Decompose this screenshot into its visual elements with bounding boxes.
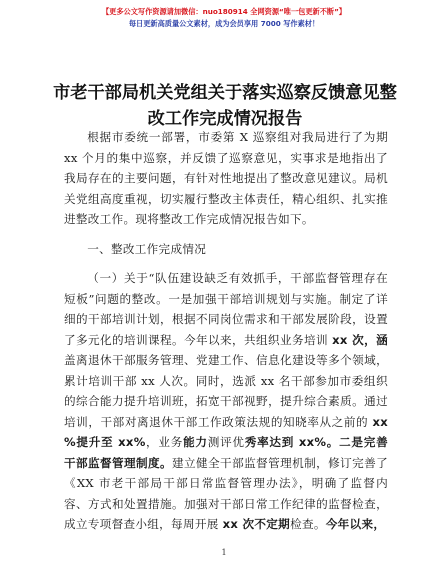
document-body xyxy=(64,127,388,535)
document-title: 市老干部局机关党组关于落实巡察反馈意见整 改工作完成情况报告 xyxy=(53,83,397,129)
text-run: ，业务 xyxy=(145,435,184,449)
emphasis-run: 秀率达到 xx%。二是完善干部监督管理制度。 xyxy=(64,435,388,470)
emphasis-run: 今年以来， xyxy=(325,517,386,531)
rectification-paragraph xyxy=(64,268,388,535)
emphasis-run: 能力 xyxy=(183,435,208,449)
promo-line-1: 【更多公文写作资源请加微信：nuo180914 全网资源“唯一包更新不断”】 xyxy=(101,7,346,16)
intro-paragraph: 根据市委统一部署，市委第 X 巡察组对我局进行了为期 xx 个月的集中巡察，并反馈了巡察意见，实事求是地指出了我局存在的主要问题，有针对性地提出了整改意见建议。局机关党组高度重视，切实履行整改主体责任，精心组织、扎实推进整改工作。现将整改工作完成情况报告如下。 xyxy=(64,130,388,226)
promo-banner xyxy=(0,6,448,30)
text-run: （一）关于“队伍建设缺乏有效抓手，干部监督管理存在短板”问题的整改。一是加强干部培训规划与实施。制定了详细的干部培训计划，根据不同岗位需求和干部发展阶段，设置了多元化的培训课程。今年以来，共组织业务培训 xyxy=(64,271,388,347)
text-run: 检查。 xyxy=(290,517,326,531)
emphasis-run: xx %提升至 xx% xyxy=(64,414,388,449)
text-run: 测评优 xyxy=(207,435,245,449)
emphasis-run: xx 次不定期 xyxy=(222,517,291,531)
page-number: 1 xyxy=(221,548,227,557)
text-run: 建立健全干部监督管理机制，修订完善了《XX 市老干部局干部日常监督管理办法》，明确了监督内容、方式和处置措施。加强对干部日常工作纪律的监督检查，成立专项督查小组，每周开展 xyxy=(64,455,389,531)
text-run: 盖离退休干部服务管理、党建工作、信息化建设等多个领域，累计培训干部 xx 人次。同时，选派 xx 名干部参加市委组织的综合能力提升培训班，拓宽干部视野，提升综合素质。通过培训，干部对离退休干部工作政策法规的知晓率从之前的 xyxy=(64,353,388,429)
section-heading: 一、整改工作完成情况 xyxy=(87,241,207,256)
emphasis-run: xx 次，涵 xyxy=(332,332,389,347)
promo-line-2: 每日更新高质量公文素材，成为会员享用 7000 写作素材！ xyxy=(128,19,320,28)
